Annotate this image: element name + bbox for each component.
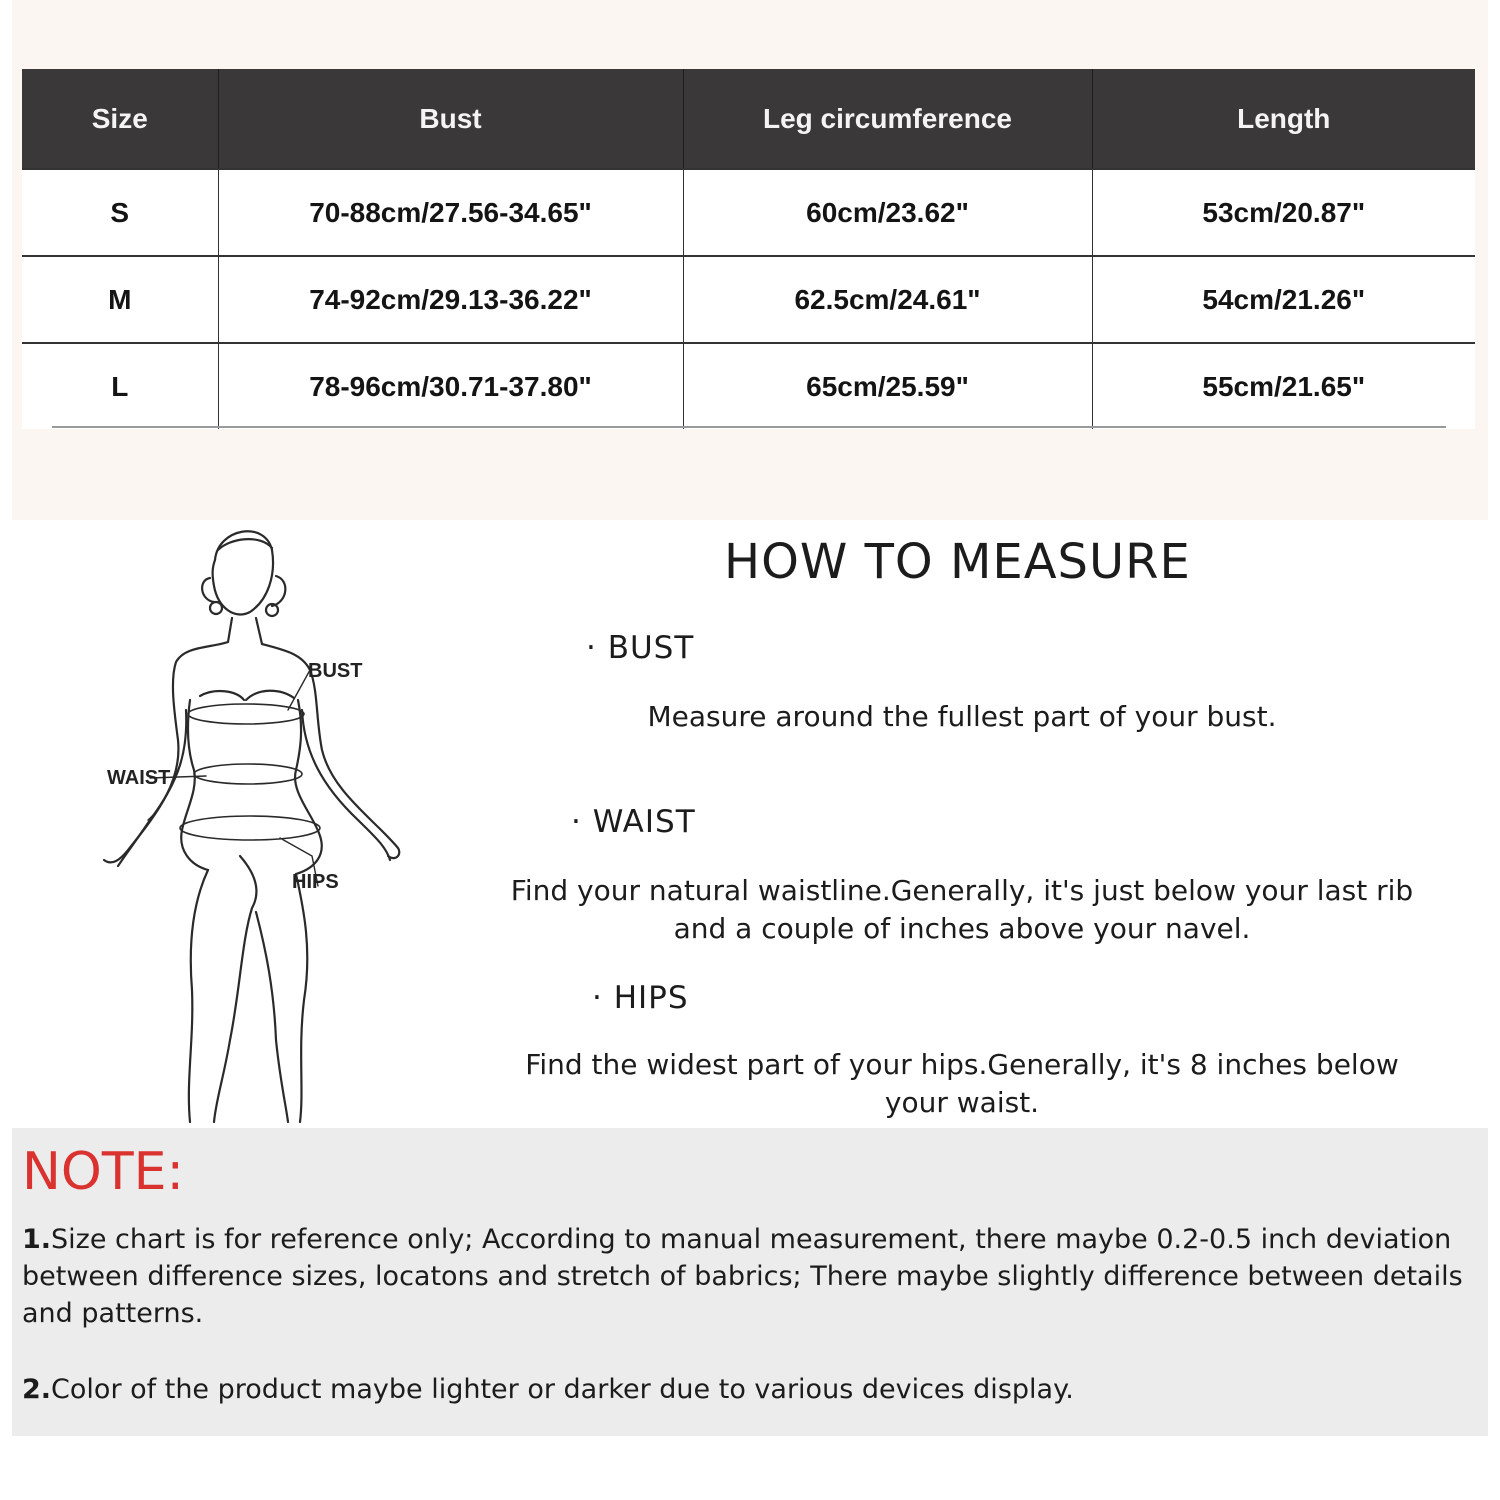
hips-instructions: Find the widest part of your hips.Generally, it's 8 inches below your waist. xyxy=(525,1048,1399,1119)
cell-leg-circumference: 62.5cm/24.61" xyxy=(683,256,1092,343)
cell-length: 55cm/21.65" xyxy=(1092,343,1475,429)
note-item-number: 2. xyxy=(22,1374,52,1405)
note-title: NOTE: xyxy=(22,1142,184,1202)
hips-heading: · HIPS xyxy=(592,980,689,1016)
cell-size: M xyxy=(22,256,218,343)
table-row xyxy=(22,343,1475,429)
waist-instructions: Find your natural waistline.Generally, it's just below your last rib and a couple of inches above your navel. xyxy=(510,874,1414,945)
table-row xyxy=(22,256,1475,343)
header-bust: Bust xyxy=(218,69,683,169)
header-size: Size xyxy=(22,69,218,169)
table-bottom-divider xyxy=(52,426,1446,428)
header-leg-circumference: Leg circumference xyxy=(683,69,1092,169)
note-item-text: Size chart is for reference only; According to manual measurement, there maybe 0.2-0.5 inch deviation between difference sizes, locatons and stretch of babrics; There maybe slightly difference between details and patterns. xyxy=(22,1224,1463,1329)
cell-length: 54cm/21.26" xyxy=(1092,256,1475,343)
cell-bust: 74-92cm/29.13-36.22" xyxy=(218,256,683,343)
header-length: Length xyxy=(1092,69,1475,169)
cell-length: 53cm/20.87" xyxy=(1092,169,1475,256)
cell-size: L xyxy=(22,343,218,429)
body-figure-illustration xyxy=(90,520,420,1130)
figure-label-hips: HIPS xyxy=(292,871,339,893)
how-to-measure-title: HOW TO MEASURE xyxy=(724,534,1191,590)
cell-bust: 78-96cm/30.71-37.80" xyxy=(218,343,683,429)
cell-leg-circumference: 65cm/25.59" xyxy=(683,343,1092,429)
note-item-number: 1. xyxy=(22,1224,52,1255)
waist-heading: · WAIST xyxy=(571,804,696,840)
cell-size: S xyxy=(22,169,218,256)
table-row xyxy=(22,169,1475,256)
note-item xyxy=(22,1371,1477,1408)
table-header-row xyxy=(22,69,1475,169)
note-item-text: Color of the product maybe lighter or darker due to various devices display. xyxy=(51,1374,1074,1405)
size-table xyxy=(22,69,1475,429)
cell-leg-circumference: 60cm/23.62" xyxy=(683,169,1092,256)
note-item xyxy=(22,1221,1477,1332)
bust-heading: · BUST xyxy=(586,630,695,666)
figure-label-waist: WAIST xyxy=(107,767,171,789)
cell-bust: 70-88cm/27.56-34.65" xyxy=(218,169,683,256)
bust-instructions: Measure around the fullest part of your bust. xyxy=(647,700,1277,733)
figure-label-bust: BUST xyxy=(308,660,363,682)
